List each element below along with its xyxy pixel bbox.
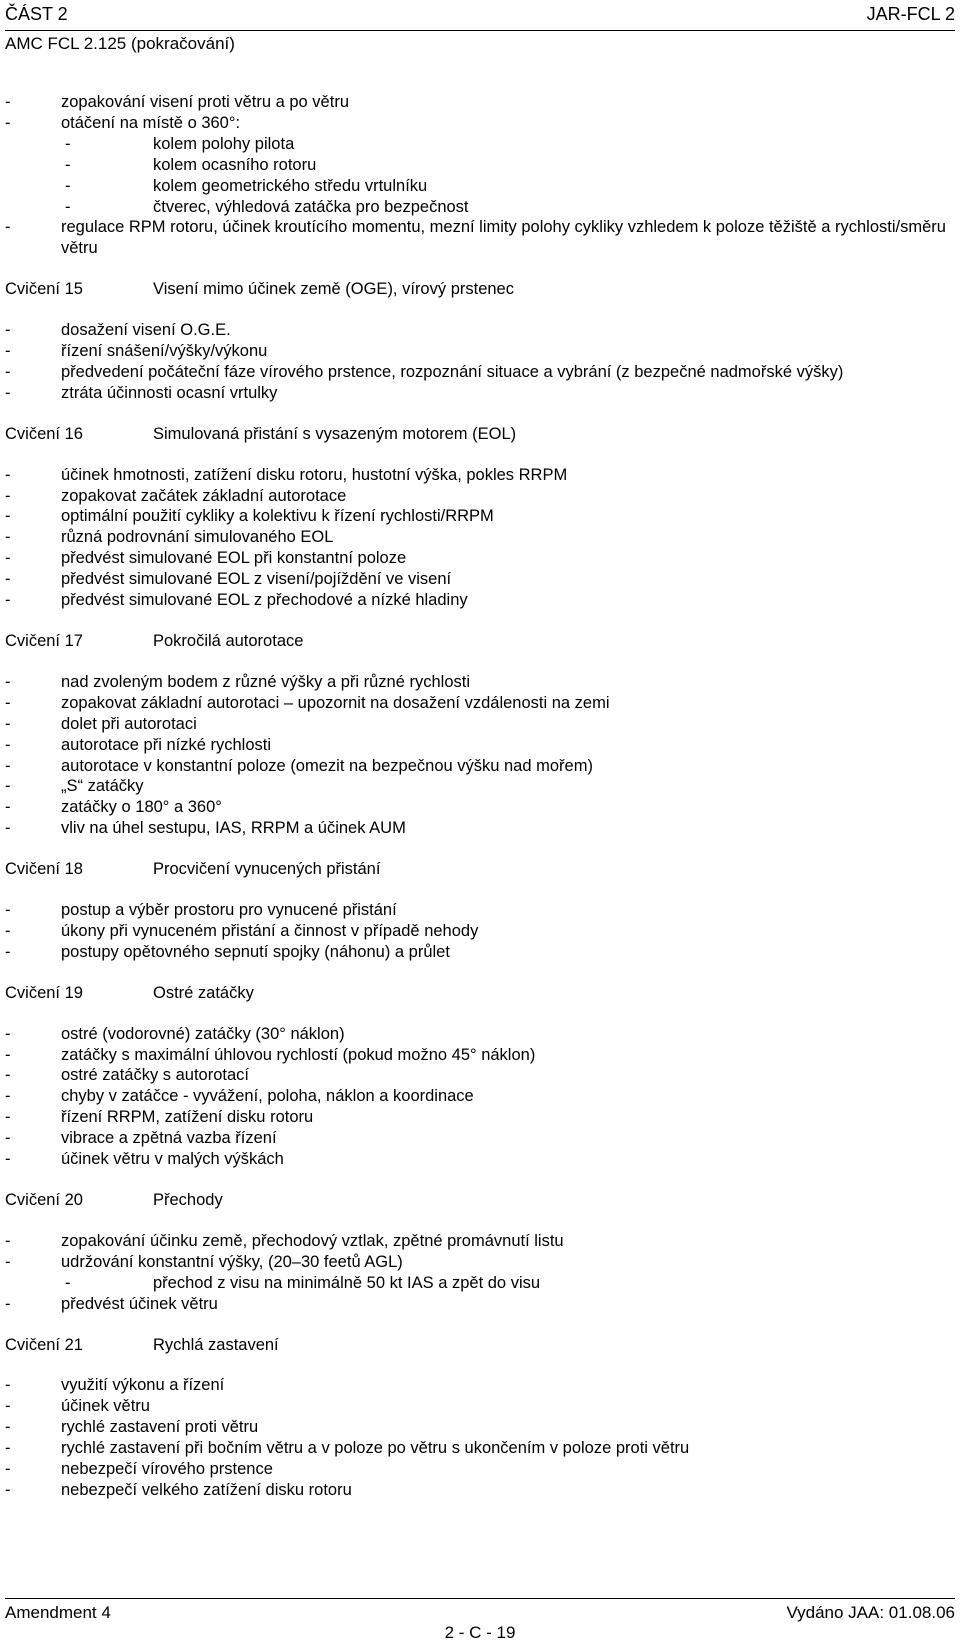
exercise-heading — [5, 983, 950, 1004]
list-item — [5, 756, 950, 777]
list-bullet-dash: - — [5, 486, 11, 505]
list-bullet-dash: - — [5, 1087, 11, 1106]
list-item-text: dolet při autorotaci — [61, 714, 197, 733]
part-label: ČÁST 2 — [5, 4, 68, 24]
list-item-text: účinek hmotnosti, zatížení disku rotoru, hustotní výška, pokles RRPM — [61, 465, 568, 484]
exercise-heading — [5, 424, 950, 445]
exercise-number: Cvičení 16 — [5, 424, 83, 443]
list-item-text: vliv na úhel sestupu, IAS, RRPM a účinek AUM — [61, 819, 406, 838]
list-bullet-dash: - — [5, 1460, 11, 1479]
exercise-heading — [5, 1190, 950, 1211]
list-item — [5, 818, 950, 839]
list-item-text: čtverec, výhledová zatáčka pro bezpečnost — [153, 197, 469, 216]
list-bullet-dash: - — [65, 1273, 71, 1292]
list-bullet-dash: - — [5, 507, 11, 526]
list-bullet-dash: - — [5, 1294, 11, 1313]
list-item — [5, 1128, 950, 1149]
list-item-text: „S“ zatáčky — [61, 777, 144, 796]
list-item — [5, 134, 950, 155]
list-item-text: zopakovat začátek základní autorotace — [61, 486, 347, 505]
list-bullet-dash: - — [5, 218, 11, 237]
list-item — [5, 1417, 950, 1438]
list-item-text: kolem geometrického středu vrtulníku — [153, 176, 428, 195]
list-bullet-dash: - — [5, 528, 11, 547]
list-bullet-dash: - — [5, 693, 11, 712]
exercise-number: Cvičení 18 — [5, 860, 83, 879]
list-item-text: řízení RRPM, zatížení disku rotoru — [61, 1108, 314, 1127]
list-bullet-dash: - — [5, 921, 11, 940]
list-item — [5, 1273, 950, 1294]
list-item — [5, 1149, 950, 1170]
exercise-title: Ostré zatáčky — [153, 983, 254, 1002]
issue-date: Vydáno JAA: 01.08.06 — [786, 1603, 955, 1622]
exercise-title: Rychlá zastavení — [153, 1335, 279, 1354]
list-bullet-dash: - — [5, 798, 11, 817]
list-item-text: rychlé zastavení proti větru — [61, 1418, 259, 1437]
list-bullet-dash: - — [5, 321, 11, 340]
list-item — [5, 900, 950, 921]
list-item — [5, 113, 950, 134]
regulation-label: JAR-FCL 2 — [866, 4, 955, 24]
list-item-text: předvést simulované EOL z visení/pojíždění ve visení — [61, 570, 452, 589]
list-bullet-dash: - — [5, 1129, 11, 1148]
list-bullet-dash: - — [5, 1397, 11, 1416]
list-item-text: přechod z visu na minimálně 50 kt IAS a zpět do visu — [153, 1273, 541, 1292]
list-item-text: rychlé zastavení při bočním větru a v poloze po větru s ukončením v poloze proti větru — [61, 1439, 690, 1458]
list-bullet-dash: - — [5, 549, 11, 568]
exercise-number: Cvičení 19 — [5, 983, 83, 1002]
list-bullet-dash: - — [5, 342, 11, 361]
list-bullet-dash: - — [5, 465, 11, 484]
list-item — [5, 362, 950, 383]
list-item — [5, 1294, 950, 1315]
document-body — [5, 92, 950, 1501]
list-item-text: účinek větru v malých výškách — [61, 1150, 284, 1169]
list-bullet-dash: - — [65, 134, 71, 153]
list-bullet-dash: - — [5, 1376, 11, 1395]
page-number: 2 - C - 19 — [444, 1623, 516, 1642]
list-bullet-dash: - — [5, 942, 11, 961]
list-item-text: nebezpečí velkého zatížení disku rotoru — [61, 1480, 352, 1499]
list-item — [5, 465, 950, 486]
list-item-text: dosažení visení O.G.E. — [61, 321, 231, 340]
list-bullet-dash: - — [5, 672, 11, 691]
list-item — [5, 320, 950, 341]
list-item-text: zatáčky o 180° a 360° — [61, 798, 222, 817]
list-bullet-dash: - — [5, 777, 11, 796]
list-item-text: ztráta účinnosti ocasní vrtulky — [61, 383, 278, 402]
exercise-number: Cvičení 15 — [5, 280, 83, 299]
list-item-text: předvedení počáteční fáze vírového prstence, rozpoznání situace a vybrání (z bezpečné nadmořské výšky) — [61, 362, 844, 381]
list-bullet-dash: - — [5, 1439, 11, 1458]
list-item — [5, 590, 950, 611]
list-item — [5, 1086, 950, 1107]
exercise-title: Pokročilá autorotace — [153, 632, 304, 650]
list-bullet-dash: - — [5, 756, 11, 775]
list-bullet-dash: - — [5, 1480, 11, 1499]
list-item — [5, 1459, 950, 1480]
list-item — [5, 1231, 950, 1252]
exercise-heading — [5, 1335, 950, 1356]
amendment-label: Amendment 4 — [5, 1603, 111, 1622]
list-item-text: kolem polohy pilota — [153, 134, 295, 153]
list-bullet-dash: - — [5, 383, 11, 402]
list-item-text: předvést simulované EOL z přechodové a nízké hladiny — [61, 591, 468, 610]
list-bullet-dash: - — [5, 1024, 11, 1043]
list-bullet-dash: - — [5, 1252, 11, 1271]
list-item-text: kolem ocasního rotoru — [153, 155, 317, 174]
list-item — [5, 1045, 950, 1066]
list-item-text: zopakování účinku země, přechodový vztlak, zpětné promávnutí listu — [61, 1231, 564, 1250]
list-item-text: udržování konstantní výšky, (20–30 feetů AGL) — [61, 1252, 403, 1271]
list-item-text: úkony při vynuceném přistání a činnost v případě nehody — [61, 921, 479, 940]
list-bullet-dash: - — [65, 197, 71, 216]
exercise-title: Simulovaná přistání s vysazeným motorem (EOL) — [153, 424, 517, 443]
list-item-text: řízení snášení/výšky/výkonu — [61, 342, 268, 361]
exercise-heading — [5, 279, 950, 300]
list-bullet-dash: - — [5, 1231, 11, 1250]
exercise-heading — [5, 631, 950, 652]
list-bullet-dash: - — [5, 901, 11, 920]
list-item-text: autorotace v konstantní poloze (omezit na bezpečnou výšku nad mořem) — [61, 756, 593, 775]
list-item-text: předvést simulované EOL při konstantní poloze — [61, 549, 407, 568]
list-item — [5, 527, 950, 548]
list-bullet-dash: - — [5, 1066, 11, 1085]
list-item — [5, 1480, 950, 1501]
page-footer — [5, 1598, 955, 1642]
list-item-text: účinek větru — [61, 1397, 150, 1416]
list-item — [5, 548, 950, 569]
list-item — [5, 506, 950, 527]
list-bullet-dash: - — [5, 362, 11, 381]
list-item — [5, 942, 950, 963]
list-item-text: zopakovat základní autorotaci – upozornit na dosažení vzdálenosti na zemi — [61, 693, 610, 712]
list-item — [5, 1107, 950, 1128]
list-item — [5, 1375, 950, 1396]
list-item-text: autorotace při nízké rychlosti — [61, 735, 272, 754]
list-bullet-dash: - — [5, 1418, 11, 1437]
exercise-title: Visení mimo účinek země (OGE), vírový prstenec — [153, 280, 514, 299]
list-item — [5, 176, 950, 197]
list-bullet-dash: - — [5, 714, 11, 733]
list-bullet-dash: - — [5, 113, 11, 132]
exercise-title: Přechody — [153, 1190, 223, 1209]
list-item — [5, 693, 950, 714]
list-item — [5, 776, 950, 797]
exercise-title: Procvičení vynucených přistání — [153, 860, 381, 879]
exercise-heading — [5, 859, 950, 880]
list-bullet-dash: - — [5, 93, 11, 111]
list-item — [5, 217, 950, 259]
list-item — [5, 714, 950, 735]
list-item — [5, 92, 950, 113]
exercise-number: Cvičení 17 — [5, 632, 83, 650]
list-item — [5, 1438, 950, 1459]
list-item-text: ostré (vodorovné) zatáčky (30° náklon) — [61, 1024, 345, 1043]
list-item-text: různá podrovnání simulovaného EOL — [61, 528, 334, 547]
exercise-number: Cvičení 21 — [5, 1335, 83, 1354]
list-item-text: nebezpečí vírového prstence — [61, 1460, 273, 1479]
list-item-text: postup a výběr prostoru pro vynucené přistání — [61, 901, 397, 920]
list-item — [5, 797, 950, 818]
list-item-text: nad zvoleným bodem z různé výšky a při různé rychlosti — [61, 672, 471, 691]
list-item — [5, 1396, 950, 1417]
list-item-text: zopakování visení proti větru a po větru — [61, 93, 349, 111]
list-item — [5, 341, 950, 362]
list-item — [5, 486, 950, 507]
list-bullet-dash: - — [5, 1150, 11, 1169]
page-header — [5, 2, 955, 31]
list-item-text: vibrace a zpětná vazba řízení — [61, 1129, 277, 1148]
list-item — [5, 1024, 950, 1045]
list-bullet-dash: - — [65, 176, 71, 195]
list-bullet-dash: - — [5, 1108, 11, 1127]
section-subtitle: AMC FCL 2.125 (pokračování) — [5, 34, 235, 53]
list-item — [5, 197, 950, 218]
exercise-number: Cvičení 20 — [5, 1190, 83, 1209]
list-item-text: regulace RPM rotoru, účinek kroutícího momentu, mezní limity polohy cykliky vzhledem k poloze těžiště a rychlosti/směru větru — [61, 218, 946, 258]
list-item — [5, 1065, 950, 1086]
list-item — [5, 155, 950, 176]
list-item-text: ostré zatáčky s autorotací — [61, 1066, 250, 1085]
list-item — [5, 921, 950, 942]
list-item — [5, 383, 950, 404]
list-bullet-dash: - — [65, 155, 71, 174]
list-item-text: chyby v zatáčce - vyvážení, poloha, náklon a koordinace — [61, 1087, 474, 1106]
list-bullet-dash: - — [5, 570, 11, 589]
list-item-text: postupy opětovného sepnutí spojky (náhonu) a průlet — [61, 942, 450, 961]
list-bullet-dash: - — [5, 735, 11, 754]
list-item-text: zatáčky s maximální úhlovou rychlostí (pokud možno 45° náklon) — [61, 1045, 536, 1064]
list-item-text: optimální použití cykliky a kolektivu k řízení rychlosti/RRPM — [61, 507, 494, 526]
list-item — [5, 672, 950, 693]
list-item-text: otáčení na místě o 360°: — [61, 113, 241, 132]
list-item — [5, 569, 950, 590]
list-bullet-dash: - — [5, 591, 11, 610]
list-item-text: využití výkonu a řízení — [61, 1376, 225, 1395]
list-item-text: předvést účinek větru — [61, 1294, 218, 1313]
list-item — [5, 1252, 950, 1273]
list-bullet-dash: - — [5, 819, 11, 838]
list-item — [5, 735, 950, 756]
list-bullet-dash: - — [5, 1045, 11, 1064]
